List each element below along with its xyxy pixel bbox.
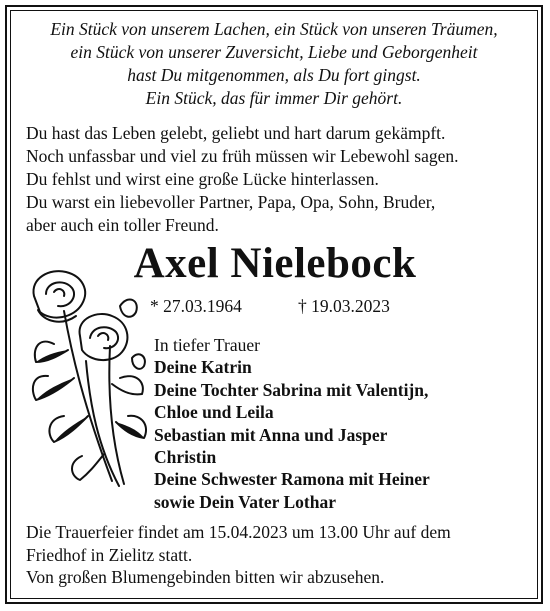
mourner-line: Deine Tochter Sabrina mit Valentijn, xyxy=(154,379,429,400)
roses-illustration-icon xyxy=(24,266,152,496)
death-date: † 19.03.2023 xyxy=(298,296,390,316)
intro-line: Noch unfassbar und viel zu früh müssen wir Lebewohl sagen. xyxy=(26,146,459,166)
poem-line: ein Stück von unserer Zuversicht, Liebe und Geborgenheit xyxy=(70,42,478,62)
poem-line: hast Du mitgenommen, als Du fort gingst. xyxy=(127,65,421,85)
intro-line: Du hast das Leben gelebt, geliebt und hart darum gekämpft. xyxy=(26,123,446,143)
mourner-line: Chloe und Leila xyxy=(154,402,274,423)
mourner-line: Deine Katrin xyxy=(154,357,252,378)
birth-date: * 27.03.1964 xyxy=(150,296,242,316)
intro-line: Du warst ein liebevoller Partner, Papa, Opa, Sohn, Bruder, xyxy=(26,192,436,212)
mourner-line: sowie Dein Vater Lothar xyxy=(154,491,336,512)
poem xyxy=(12,18,536,110)
poem-line: Ein Stück, das für immer Dir gehört. xyxy=(145,88,403,108)
mourners-heading: In tiefer Trauer xyxy=(154,335,260,355)
intro-text xyxy=(26,122,526,237)
deceased-name: Axel Nielebock xyxy=(133,240,417,287)
intro-line: aber auch ein toller Freund. xyxy=(26,215,219,235)
poem-line: Ein Stück von unserem Lachen, ein Stück von unseren Träumen, xyxy=(50,19,498,39)
footer-line: Von großen Blumengebinden bitten wir abzusehen. xyxy=(26,567,385,587)
footer-line: Die Trauerfeier findet am 15.04.2023 um 13.00 Uhr auf dem xyxy=(26,522,451,542)
funeral-info xyxy=(26,521,526,589)
intro-line: Du fehlst und wirst eine große Lücke hinterlassen. xyxy=(26,169,379,189)
mourner-line: Christin xyxy=(154,447,217,468)
mourner-line: Sebastian mit Anna und Jasper xyxy=(154,424,388,445)
footer-line: Friedhof in Zielitz statt. xyxy=(26,544,193,565)
mourners-list xyxy=(154,334,534,513)
mourner-line: Deine Schwester Ramona mit Heiner xyxy=(154,469,430,490)
